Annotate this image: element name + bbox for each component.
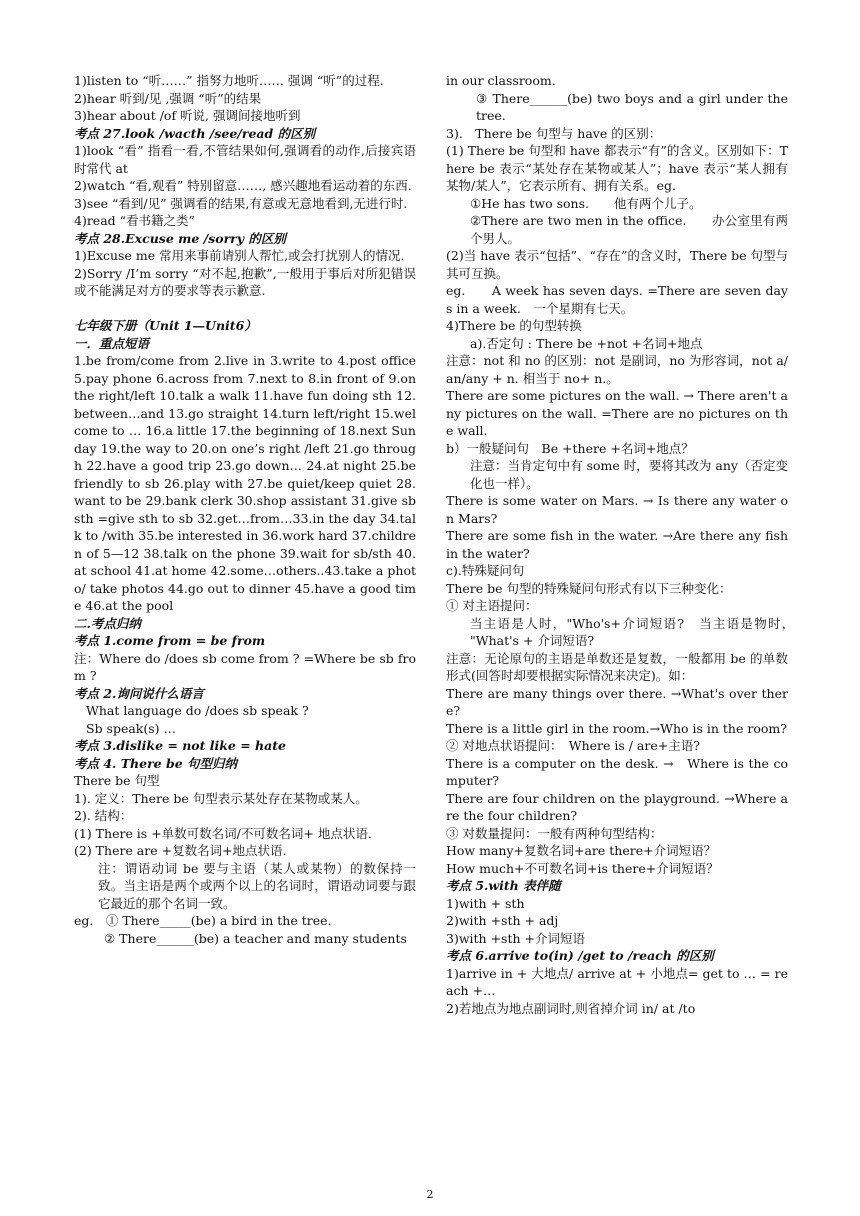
text-line: ①He has two sons. 他有两个儿子。 [470, 195, 702, 211]
text-line: 当主语是人时，"Who's+介词短语? 当主语是物时， "What's + 介词短语? [470, 615, 801, 648]
text-line: 2)with +sth + adj [446, 913, 559, 928]
text-line: There be 句型的特殊疑问句形式有以下三种变化： [446, 580, 732, 596]
text-line: (2)当 have 表示“包括”、“存在”的含义时，There be 句型与其可互换。 [446, 248, 788, 281]
section-heading: 一．重点短语 [74, 335, 150, 351]
text-line: 注意：not 和 no 的区别：not 是副词，no 为形容词，not a/an/any + n. 相当于 no+ n.。 [446, 353, 788, 386]
text-line: There be 句型 [74, 773, 160, 788]
text-line: 注：Where do /does sb come from ? =Where be sb from ? [74, 650, 416, 683]
text-line: There is a computer on the desk. → Where is the computer? [446, 755, 788, 788]
left-column [74, 72, 416, 947]
text-line: 4)There be 的句型转换 [446, 318, 582, 333]
text-line: 注意：当肯定句中有 some 时，要将其改为 any（否定变化也一样）。 [470, 458, 788, 491]
section-heading: 考点 3.dislike = not like = hate [74, 738, 286, 753]
text-line: Sb speak(s) … [86, 720, 177, 736]
spacer [74, 300, 416, 318]
text-line: ② There______(be) a teacher and many students [104, 930, 407, 946]
text-line: c).特殊疑问句 [446, 563, 525, 578]
text-line: 3). There be 句型与 have 的区别： [446, 125, 662, 141]
text-line: (1) There be 句型和 have 都表示“有”的含义。区别如下：There be 表示“某处存在某物或某人”；have 表示“某人拥有某物/某人”，它表示所有、拥有关系。eg. [446, 143, 788, 193]
text-line: (1) There is +单数可数名词/不可数名词+ 地点状语. [74, 825, 372, 841]
text-line: 注意：无论原句的主语是单数还是复数，一般都用 be 的单数形式(回答时却要根据实际情况来决定)。如： [446, 650, 788, 683]
section-heading: 考点 1.come from = be from [74, 633, 266, 648]
page-number: 2 [426, 1188, 434, 1201]
text-line: 2)Sorry /I’m sorry “对不起,抱歉”,一般用于事后对所犯错误或不能满足对方的要求等表示歉意. [74, 265, 416, 298]
text-line: 3)with +sth +介词短语 [446, 930, 585, 946]
text-line: 注：谓语动词 be 要与主语（某人或某物）的数保持一致。当主语是两个或两个以上的名词时，谓语动词要与跟它最近的那个名词一致。 [98, 860, 416, 911]
section-heading: 考点 5.with 表伴随 [446, 878, 561, 893]
text-line: ③ There______(be) two boys and a girl under the tree. [476, 90, 788, 123]
text-line: 1)with + sth [446, 895, 525, 911]
text-line: 2)hear 听到/见 ,强调 “听”的结果 [74, 90, 262, 106]
text-line: eg. A week has seven days. =There are seven days in a week. 一个星期有七天。 [446, 283, 788, 316]
text-line: 3)hear about /of 听说, 强调间接地听到 [74, 108, 301, 123]
text-line: ②There are two men in the office. 办公室里有两个男人。 [470, 213, 788, 246]
text-line: How much+不可数名词+is there+介词短语？ [446, 860, 719, 876]
text-line: 2). 结构： [74, 808, 133, 823]
text-line: There are many things over there. →What's over there? [446, 685, 788, 718]
section-heading: 七年级下册（Unit 1—Unit6） [74, 318, 257, 333]
text-line: 3)see “看到/见” 强调看的结果,有意或无意地看到,无进行时. [74, 195, 408, 211]
text-line: ③ 对数量提问：一般有两种句型结构： [446, 825, 663, 841]
text-line: 1). 定义：There be 句型表示某处存在某物或某人。 [74, 790, 368, 806]
text-line: What language do /does sb speak ? [86, 703, 309, 718]
text-line: (2) There are +复数名词+地点状语. [74, 843, 287, 858]
text-line: in our classroom. [446, 73, 556, 88]
text-line: 1)listen to “听……” 指努力地听…… 强调 “听”的过程. [74, 73, 384, 88]
right-column [446, 72, 801, 1017]
text-line: 2)若地点为地点副词时,则省掉介词 in/ at /to [446, 1000, 696, 1016]
text-line: b）一般疑问句 Be +there +名词+地点？ [446, 440, 694, 456]
text-line: There are some pictures on the wall. → There aren't any pictures on the wall. =There are no pictures on the wall. [446, 388, 788, 438]
text-line: 1)look “看” 指看一看,不管结果如何,强调看的动作,后接宾语时常代 at [74, 143, 416, 176]
section-heading: 考点 27.look /wacth /see/read 的区别 [74, 125, 316, 141]
section-heading: 二.考点归纳 [74, 615, 141, 631]
text-line: ② 对地点状语提问： Where is / are+主语? [446, 738, 700, 753]
text-line: There is some water on Mars. → Is there any water on Mars? [446, 493, 788, 526]
text-line: ① 对主语提问： [446, 598, 538, 613]
section-heading: 考点 2.询问说什么语言 [74, 685, 204, 701]
text-line: 1.be from/come from 2.live in 3.write to 4.post office 5.pay phone 6.across from 7.next to 8.in front of 9.on the right/left 10.talk a walk 11.have fun doing sth 12.between…and 13.go straight 14.turn left/right 15.welcome to … 16.a little 17.the beginning of 18.next Sunday 19.the way to 20.on one’s right /left 21.go through 22.have a good trip 23.go down… 24.at night 25.be friendly to sb 26.play with 27.be quiet/keep quiet 28.want to be 29.bank clerk 30.shop assistant 31.give sb sth =give sth to sb 32.get…from…33.in the day 34.talk to /with 35.be interested in 36.work hard 37.children of 5—12 38.talk on the phone 39.wait for sb/sth 40.at school 41.at home 42.some…others..43.take a photo/ take photos 44.go out to dinner 45.have a good time 46.at the pool [74, 353, 416, 613]
text-line: How many+复数名词+are there+介词短语？ [446, 843, 717, 858]
text-line: a).否定句 : There be +not +名词+地点 [470, 335, 703, 351]
text-line: eg. ① There_____(be) a bird in the tree. [74, 913, 332, 928]
text-line: 1)Excuse me 常用来事前请别人帮忙,或会打扰别人的情况. [74, 248, 405, 263]
section-heading: 考点 6.arrive to(in) /get to /reach 的区别 [446, 948, 714, 963]
section-heading: 考点 4. There be 句型归纳 [74, 755, 238, 771]
text-line: 4)read “看书籍之类” [74, 213, 195, 228]
text-line: There are four children on the playground. →Where are the four children? [446, 790, 788, 823]
text-line: There is a little girl in the room.→Who is in the room? [446, 720, 787, 736]
text-line: 2)watch “看,观看” 特别留意……, 感兴趣地看运动着的东西. [74, 178, 412, 193]
section-heading: 考点 28.Excuse me /sorry 的区别 [74, 230, 286, 246]
text-line: There are some fish in the water. →Are there any fish in the water? [446, 528, 788, 561]
text-line: 1)arrive in + 大地点/ arrive at + 小地点= get to … = reach +… [446, 965, 788, 998]
